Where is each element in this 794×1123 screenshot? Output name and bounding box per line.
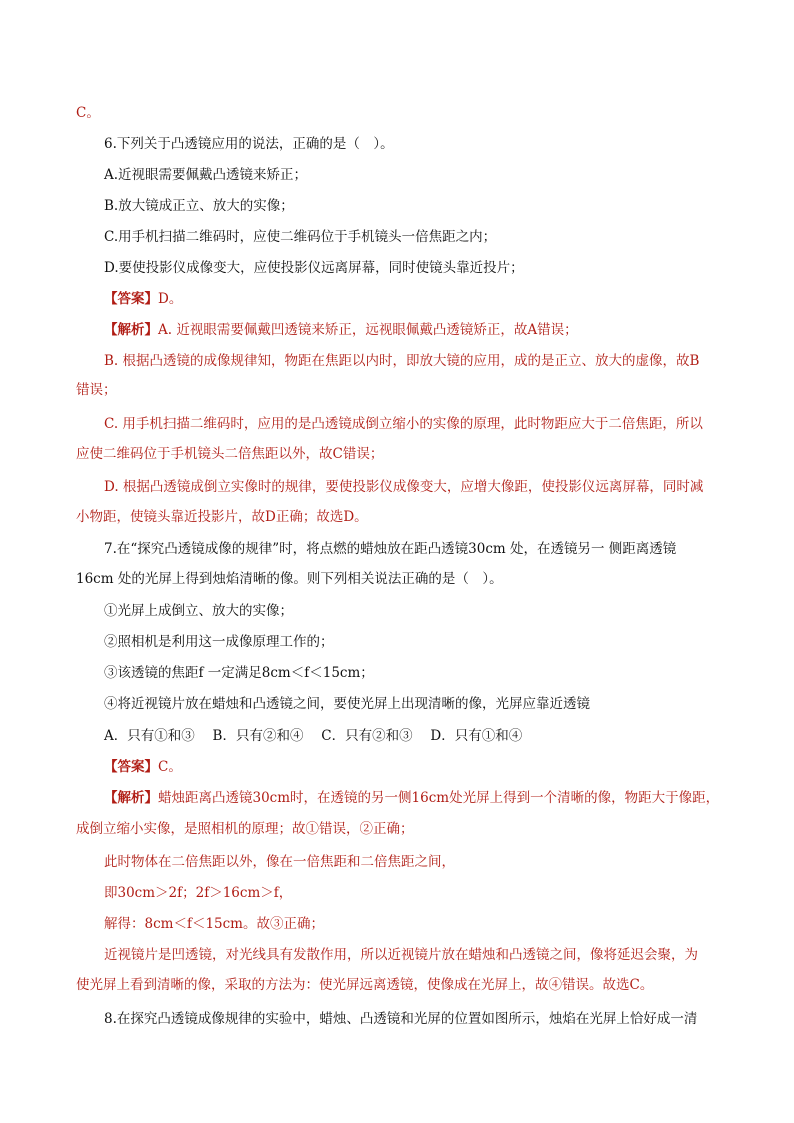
analysis-text: A. 近视眼需要佩戴凹透镜来矫正，远视眼佩戴凸透镜矫正，故A错误；: [158, 322, 578, 338]
analysis-line: 小物距，使镜头靠近投影片，故D正确；故选D。: [76, 509, 368, 525]
answer-text: C。: [158, 759, 182, 775]
question-7-analysis: [104, 789, 719, 807]
question-6-option-d: D.要使投影仪成像变大，应使投影仪远离屏幕，同时使镜头靠近投片；: [104, 260, 524, 276]
question-6-option-a: A.近视眼需要佩戴凸透镜来矫正；: [104, 167, 308, 183]
answer-tag: 【答案】: [104, 291, 158, 307]
question-7-stem-cont: 16cm 处的光屏上得到烛焰清晰的像。则下列相关说法正确的是（ ）。: [76, 571, 503, 587]
analysis-text: 蜡烛距离凸透镜30cm时，在透镜的另一侧16cm处光屏上得到一个清晰的像，物距大于像距，: [158, 790, 720, 806]
answer-tag: 【答案】: [104, 759, 158, 775]
analysis-line: D. 根据凸透镜成倒立实像时的规律，要使投影仪成像变大，应增大像距，使投影仪远离屏幕，同时减: [104, 479, 704, 495]
question-7-statement-2: ②照相机是利用这一成像原理工作的；: [104, 634, 334, 650]
question-6-stem: 6.下列关于凸透镜应用的说法，正确的是（ ）。: [104, 136, 394, 152]
question-8-stem: 8.在探究凸透镜成像规律的实验中，蜡烛、凸透镜和光屏的位置如图所示，烛焰在光屏上恰好成一清: [104, 1011, 698, 1027]
analysis-line: 近视镜片是凹透镜，对光线具有发散作用，所以近视镜片放在蜡烛和凸透镜之间，像将延迟会聚，为: [104, 947, 698, 963]
question-7-statement-4: ④将近视镜片放在蜡烛和凸透镜之间，要使光屏上出现清晰的像，光屏应靠近透镜: [104, 696, 590, 712]
question-6-option-c: C.用手机扫描二维码时，应使二维码位于手机镜头一倍焦距之内；: [104, 229, 497, 245]
answer-tail-line: C。: [76, 105, 100, 121]
question-6-answer: [104, 290, 182, 308]
answer-text: D。: [158, 291, 183, 307]
question-7-statement-1: ①光屏上成倒立、放大的实像；: [104, 603, 293, 619]
analysis-line: 使光屏上看到清晰的像，采取的方法为：使光屏远离透镜，使像成在光屏上，故④错误。故选C。: [76, 977, 654, 993]
analysis-line: 解得：8cm＜f＜15cm。故③正确；: [104, 916, 324, 932]
question-7-answer: [104, 758, 182, 776]
analysis-tag: 【解析】: [104, 322, 158, 338]
analysis-tag: 【解析】: [104, 790, 158, 806]
analysis-line: 即30cm＞2f；2f＞16cm＞f，: [104, 885, 293, 901]
analysis-line: 应使二维码位于手机镜头二倍焦距以外，故C错误；: [76, 446, 384, 462]
question-6-option-b: B.放大镜成正立、放大的实像；: [104, 198, 294, 214]
analysis-line: B. 根据凸透镜的成像规律知，物距在焦距以内时，即放大镜的应用，成的是正立、放大的虚像，故B: [104, 353, 700, 369]
analysis-line: C. 用手机扫描二维码时，应用的是凸透镜成倒立缩小的实像的原理，此时物距应大于二倍焦距，所以: [104, 416, 703, 432]
question-6-analysis: [104, 321, 578, 339]
analysis-line: 此时物体在二倍焦距以外，像在一倍焦距和二倍焦距之间，: [104, 854, 455, 870]
analysis-line: 错误；: [76, 382, 117, 398]
question-7-stem: 7.在“探究凸透镜成像的规律”时，将点燃的蜡烛放在距凸透镜30cm 处，在透镜另一 侧距离透镜: [104, 541, 677, 557]
question-7-options: A．只有①和③ B．只有②和④ C．只有②和③ D．只有①和④: [104, 728, 523, 744]
question-7-statement-3: ③该透镜的焦距f 一定满足8cm＜f＜15cm；: [104, 665, 374, 681]
analysis-line: 成倒立缩小实像，是照相机的原理；故①错误，②正确；: [76, 821, 414, 837]
